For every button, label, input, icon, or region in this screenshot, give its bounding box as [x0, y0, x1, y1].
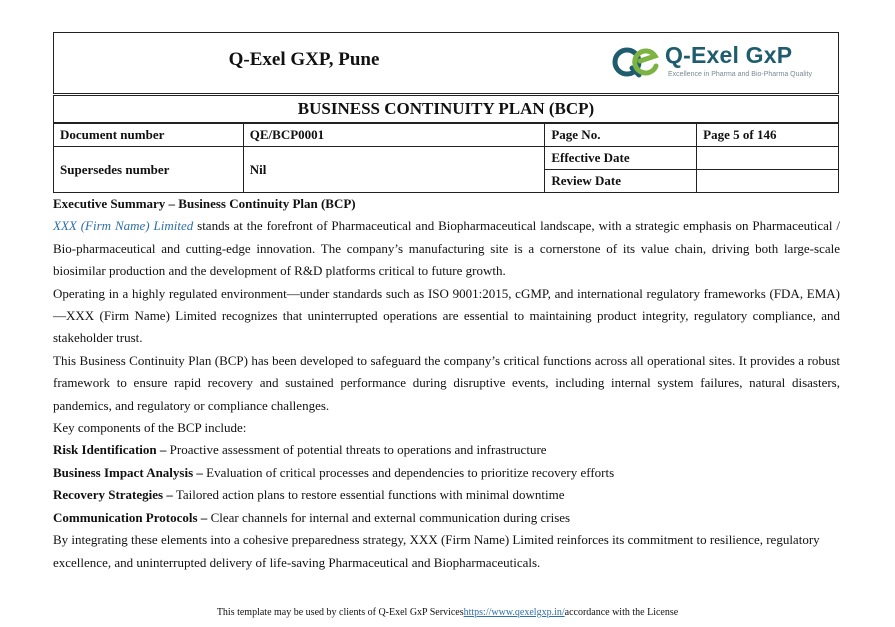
document-meta-table: [53, 123, 839, 193]
footer-link[interactable]: https://www.qexelgxp.in/: [463, 607, 565, 618]
footer-suffix: accordance with the License: [564, 607, 679, 618]
paragraph-bcp-purpose: This Business Continuity Plan (BCP) has been developed to safeguard the company’s critical functions across all operational sites. It provides a robust framework to ensure rapid recovery and sustained performance during disruptive events, including internal system failures, natural disasters, pandemics, and regulatory or compliance challenges.: [53, 352, 840, 413]
doc-number-value: QE/BCP0001: [243, 124, 545, 147]
component-desc: Proactive assessment of potential threats to operations and infrastructure: [166, 442, 547, 458]
paragraph-conclusion: By integrating these elements into a cohesive preparedness strategy, XXX (Firm Name) Limited reinforces its commitment to resilience, regulatory excellence, and uninterrupted delivery of life-saving Pharmaceutical and Biopharmaceuticals.: [53, 532, 820, 570]
header-box: [53, 32, 839, 94]
doc-number-label: Document number: [54, 124, 244, 147]
paragraph-intro-text: stands at the forefront of Pharmaceutical and Biopharmaceutical landscape, with a strategic emphasis on Pharmaceutical / Bio-pharmaceutical and cutting-edge innovation. The company’s manufacturing site is a cornerstone of its value chain, driving both large-scale biosimilar production and the development of R&D platforms critical to future growth.: [53, 218, 840, 279]
component-term: Business Impact Analysis –: [53, 464, 203, 480]
company-name: Q-Exel GXP, Pune: [228, 49, 380, 70]
review-date-label: Review Date: [545, 170, 697, 193]
page-footer: [0, 607, 895, 618]
qe-logo-icon: [610, 44, 662, 80]
effective-date-label: Effective Date: [545, 147, 697, 170]
component-term: Recovery Strategies –: [53, 487, 173, 503]
document-title: BUSINESS CONTINUITY PLAN (BCP): [53, 95, 839, 123]
document-body: [53, 193, 840, 574]
list-item: [53, 507, 840, 529]
logo-tagline: Excellence in Pharma and Bio-Pharma Quality: [668, 71, 812, 78]
list-item: [53, 439, 840, 461]
firm-name-link[interactable]: XXX (Firm Name) Limited: [53, 218, 194, 234]
component-term: Risk Identification –: [53, 442, 167, 458]
component-desc: Evaluation of critical processes and dependencies to prioritize recovery efforts: [202, 464, 615, 480]
paragraph-key-components: Key components of the BCP include:: [53, 420, 247, 436]
component-desc: Clear channels for internal and external communication during crises: [207, 509, 571, 525]
supersedes-label: Supersedes number: [54, 147, 244, 193]
footer-prefix: This template may be used by clients of Q-Exel GxP Services: [216, 607, 464, 618]
supersedes-value: Nil: [243, 147, 545, 193]
page-no-value: Page 5 of 146: [697, 124, 839, 147]
review-date-value: [697, 170, 839, 193]
company-logo: [610, 42, 830, 86]
meta-row-effective: [54, 147, 839, 170]
component-term: Communication Protocols –: [53, 509, 208, 525]
paragraph-regulatory: Operating in a highly regulated environment—under standards such as ISO 9001:2015, cGMP, and international regulatory frameworks (FDA, EMA)—XXX (Firm Name) Limited recognizes that uninterrupted operations are essential to maintaining product integrity, regulatory compliance, and stakeholder trust.: [53, 285, 840, 346]
logo-name: Q-Exel GxP: [665, 42, 793, 68]
section-heading: Executive Summary – Business Continuity Plan (BCP): [53, 196, 356, 211]
paragraph-intro: [53, 215, 840, 282]
meta-row-doc-number: [54, 124, 839, 147]
list-item: [53, 484, 840, 506]
list-item: [53, 462, 840, 484]
page-no-label: Page No.: [545, 124, 697, 147]
effective-date-value: [697, 147, 839, 170]
component-desc: Tailored action plans to restore essential functions with minimal downtime: [172, 487, 565, 503]
